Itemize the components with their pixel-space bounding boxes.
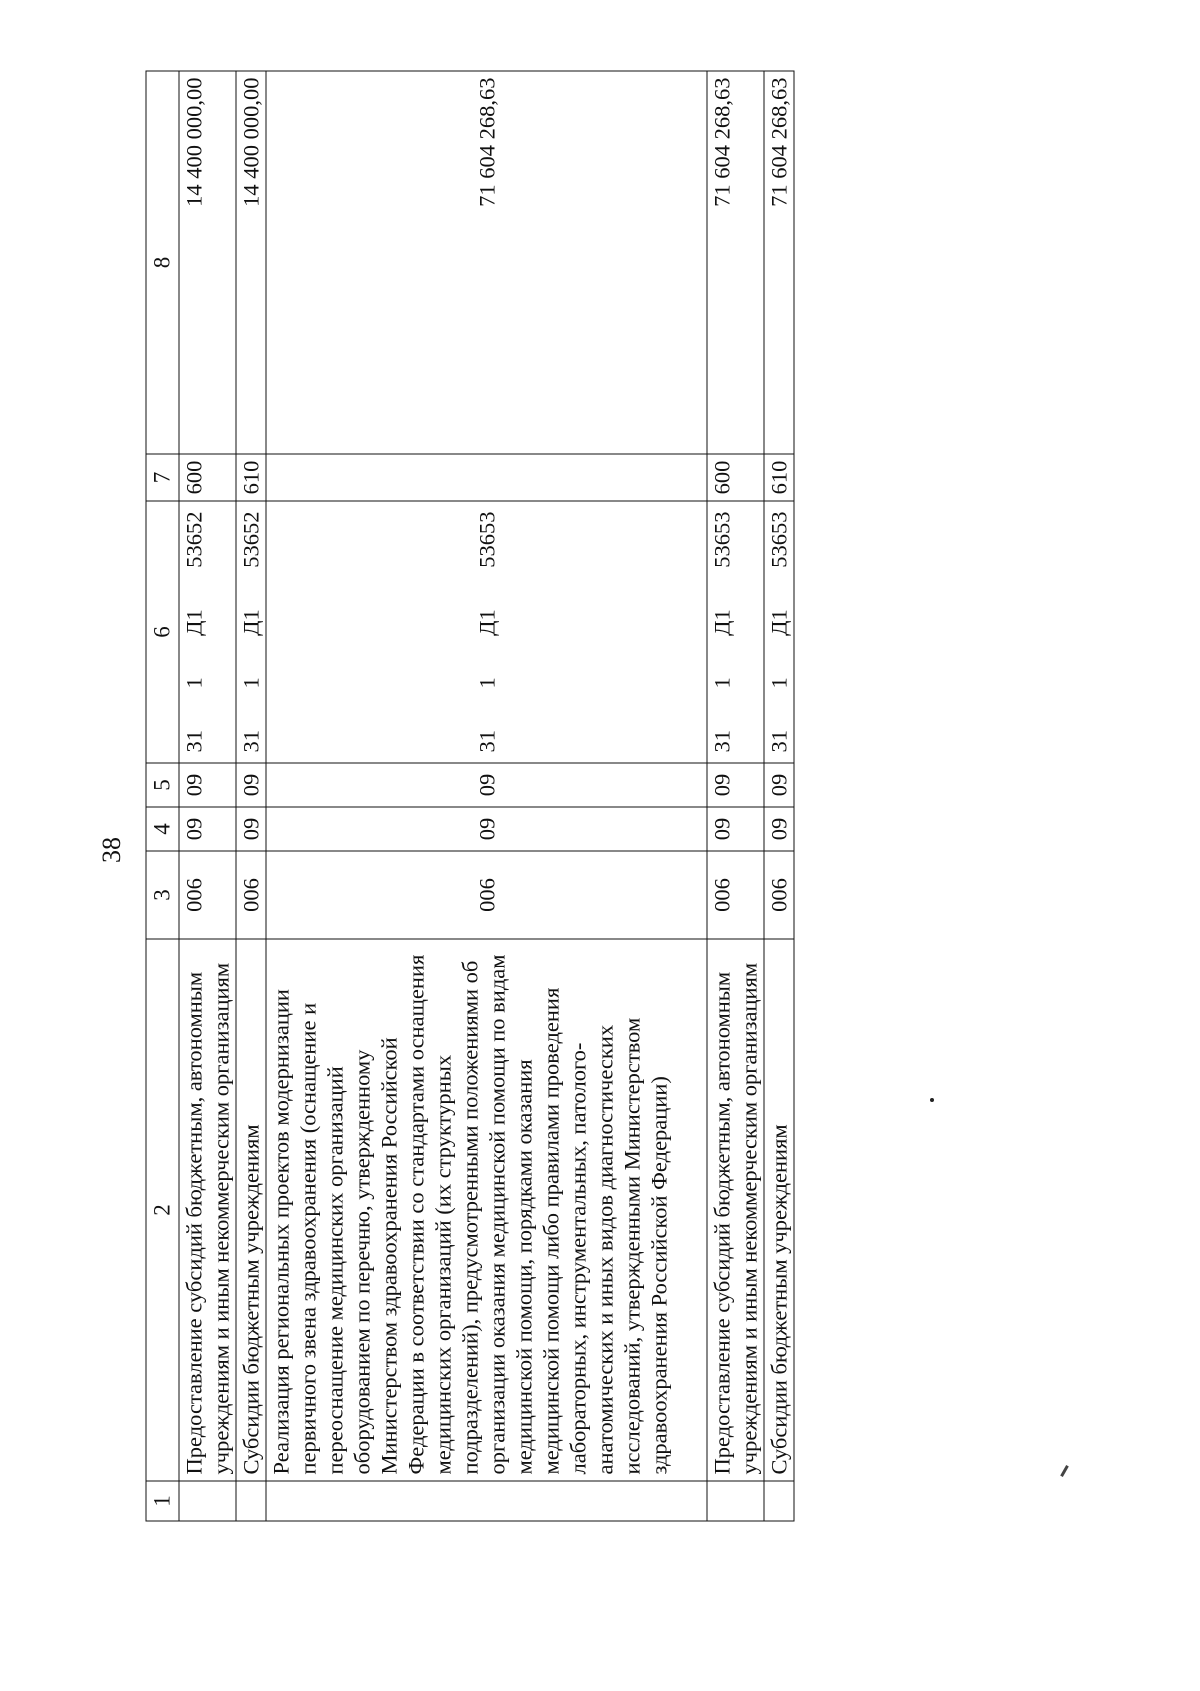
subsection-code-cell: 09 [764,763,794,807]
description-cell: Предоставление субсидий бюджетным, автономным учреждениям и иным некоммерческим организациям [707,939,764,1481]
row-number-cell [707,1481,764,1521]
amount-cell: 71 604 268,63 [707,71,764,454]
header-cell-3: 3 [146,851,179,939]
target-article-direction: 53652 [181,511,207,568]
budget-table [146,71,795,1522]
description-cell: Предоставление субсидий бюджетным, автономным учреждениям и иным некоммерческим организациям [179,939,236,1481]
table-row [266,71,707,1521]
target-article-project: Д1 [709,609,735,636]
ministry-code-cell: 006 [764,851,794,939]
target-article-program: 31 [181,730,207,753]
header-cell-8: 8 [146,71,179,454]
expense-type-cell [266,454,707,501]
row-number-cell [764,1481,794,1521]
section-code-cell: 09 [179,807,236,851]
expense-type-cell: 600 [707,454,764,501]
subsection-code-cell: 09 [266,763,707,807]
row-number-cell [266,1481,707,1521]
subsection-code-cell: 09 [236,763,266,807]
target-article-project: Д1 [474,609,499,636]
ministry-code-cell: 006 [179,851,236,939]
header-cell-2: 2 [146,939,179,1481]
ministry-code-cell: 006 [707,851,764,939]
target-article-cell [266,501,707,763]
row-number-cell [236,1481,266,1521]
header-cell-6: 6 [146,501,179,763]
target-article-program: 31 [766,730,792,753]
target-article-direction: 53653 [766,511,792,568]
ministry-code-cell: 006 [266,851,707,939]
section-code-cell: 09 [764,807,794,851]
header-cell-1: 1 [146,1481,179,1521]
amount-cell: 14 400 000,00 [236,71,266,454]
target-article-program: 31 [238,730,264,753]
description-cell: Реализация региональных проектов модернизации первичного звена здравоохранения (оснащение и переоснащение медицинских организаций оборудованием по перечню, утвержденному Министерством здравоохранения Российской Федерации в соответствии со стандартами оснащения медицинских организаций (их структурных подразделений), предусмотренными положениями об организации оказания медицинской помощи по видам медицинской помощи, порядками оказания медицинской помощи либо правилами проведения лабораторных, инструментальных, патолого-анатомических и иных видов диагностических исследований, утвержденными Министерством здравоохранения Российской Федерации) [266,939,707,1481]
header-cell-5: 5 [146,763,179,807]
page-number: 38 [97,837,126,863]
target-article-subprogram: 1 [474,677,499,689]
target-article-cell [707,501,764,763]
target-article-project: Д1 [181,609,207,636]
table-rotated [146,72,961,1522]
table-row [236,71,266,1521]
target-article-direction: 53653 [474,511,499,568]
amount-cell: 71 604 268,63 [764,71,794,454]
target-article-direction: 53653 [709,511,735,568]
table-wrapper [145,72,960,1522]
ministry-code-cell: 006 [236,851,266,939]
expense-type-cell: 600 [179,454,236,501]
table-row [179,71,236,1521]
table-row [764,71,794,1521]
target-article-subprogram: 1 [766,677,792,689]
target-article-program: 31 [709,730,735,753]
section-code-cell: 09 [707,807,764,851]
target-article-cell [236,501,266,763]
amount-cell: 14 400 000,00 [179,71,236,454]
target-article-program: 31 [474,730,499,753]
header-cell-7: 7 [146,454,179,501]
expense-type-cell: 610 [764,454,794,501]
scan-stroke [1060,1465,1069,1477]
section-code-cell: 09 [266,807,707,851]
target-article-cell [179,501,236,763]
subsection-code-cell: 09 [707,763,764,807]
expense-type-cell: 610 [236,454,266,501]
target-article-subprogram: 1 [238,677,264,689]
header-cell-4: 4 [146,807,179,851]
description-cell: Субсидии бюджетным учреждениям [236,939,266,1481]
header-row [146,71,179,1521]
target-article-project: Д1 [238,609,264,636]
target-article-cell [764,501,794,763]
section-code-cell: 09 [236,807,266,851]
subsection-code-cell: 09 [179,763,236,807]
target-article-direction: 53652 [238,511,264,568]
row-number-cell [179,1481,236,1521]
table-row [707,71,764,1521]
amount-cell: 71 604 268,63 [266,71,707,454]
description-cell: Субсидии бюджетным учреждениям [764,939,794,1481]
target-article-subprogram: 1 [181,677,207,689]
target-article-project: Д1 [766,609,792,636]
target-article-subprogram: 1 [709,677,735,689]
scan-speck [930,1098,934,1102]
